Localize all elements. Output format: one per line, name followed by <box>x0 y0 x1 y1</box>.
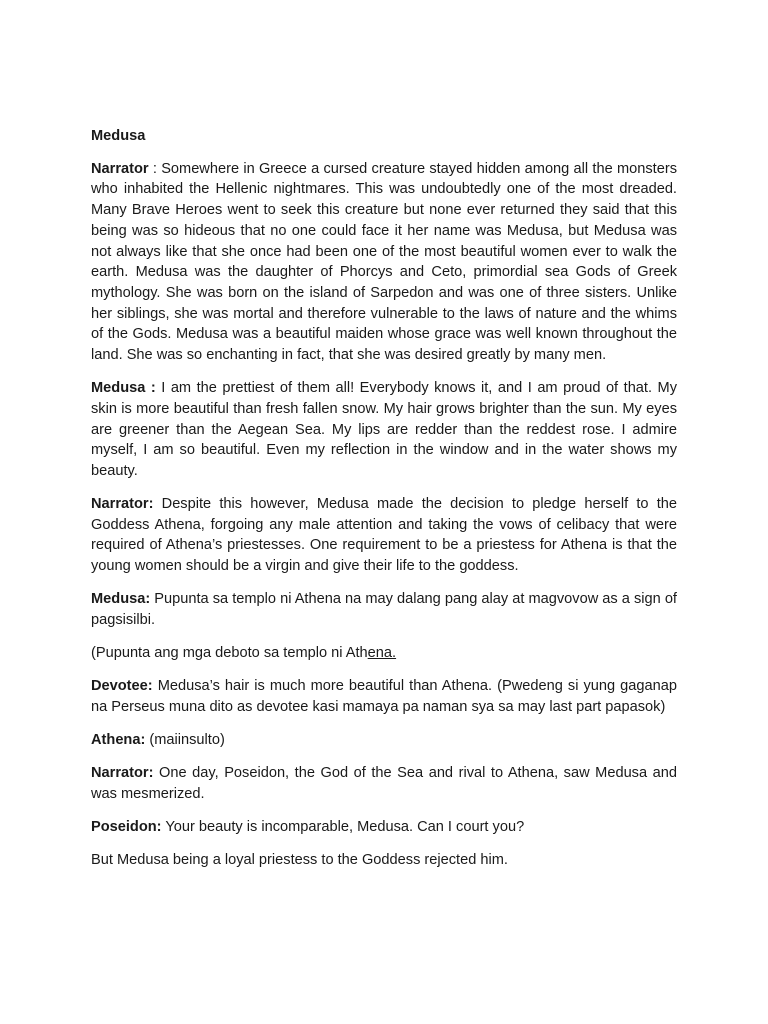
speaker-label: Medusa : <box>91 380 156 397</box>
script-paragraph-medusa-monologue <box>91 378 677 482</box>
script-paragraph-medusa-temple <box>91 589 677 630</box>
script-paragraph-athena <box>91 730 677 751</box>
script-paragraph-devotee <box>91 676 677 717</box>
speaker-label: Narrator <box>91 160 149 177</box>
dialogue-text: Medusa’s hair is much more beautiful than Athena. (Pwedeng si yung gaganap na Perseus muna dito as devotee kasi mamaya pa naman sya sa may last part papasok) <box>91 678 677 715</box>
speaker-label: Devotee: <box>91 678 153 695</box>
dialogue-text: Pupunta sa templo ni Athena na may dalang pang alay at magvovow as a sign of pagsisilbi. <box>91 591 677 628</box>
stage-direction-devotees <box>91 643 677 664</box>
underlined-text: ena. <box>367 645 397 662</box>
dialogue-text: Despite this however, Medusa made the decision to pledge herself to the Goddess Athena, forgoing any male attention and taking the vows of celibacy that were required of Athena’s priestesses. One requirement to be a priestess for Athena is that the young women should be a virgin and give their life to the goddess. <box>91 496 677 575</box>
speaker-label: Narrator: <box>91 765 154 782</box>
document-page <box>91 126 677 883</box>
stage-direction-text: (Pupunta ang mga deboto sa templo ni Ath <box>91 645 368 662</box>
dialogue-text: (maiinsulto) <box>149 731 225 748</box>
script-paragraph-narrator-intro <box>91 159 677 366</box>
narration-text: But Medusa being a loyal priestess to the Goddess rejected him. <box>91 851 508 868</box>
speaker-separator <box>153 496 161 512</box>
dialogue-text: Somewhere in Greece a cursed creature stayed hidden among all the monsters who inhabited the Hellenic nightmares. This was undoubtedly one of the most dreaded. Many Brave Heroes went to seek this creature but none ever returned they said that this being was so hideous that no one could face it her name was Medusa, but Medusa was not always like that she once had been one of the most beautiful women ever to walk the earth. Medusa was the daughter of Phorcys and Ceto, primordial sea Gods of Greek mythology. She was born on the island of Sarpedon and was one of three sisters. Unlike her siblings, she was mortal and therefore vulnerable to the laws of nature and the whims of the Gods. Medusa was a beautiful maiden whose grace was well known throughout the land. She was so enchanting in fact, that she was desired greatly by many men. <box>91 160 677 364</box>
dialogue-text: One day, Poseidon, the God of the Sea and rival to Athena, saw Medusa and was mesmerized. <box>91 765 677 802</box>
script-paragraph-narrator-poseidon <box>91 763 677 804</box>
script-paragraph-poseidon <box>91 817 677 838</box>
document-title: Medusa <box>91 128 146 144</box>
speaker-label: Poseidon: <box>91 818 162 835</box>
dialogue-text: Your beauty is incomparable, Medusa. Can I court you? <box>165 818 525 835</box>
narration-paragraph-rejection <box>91 850 677 871</box>
dialogue-text: I am the prettiest of them all! Everybody knows it, and I am proud of that. My skin is more beautiful than fresh fallen snow. My hair grows brighter than the sun. My eyes are greener than the Aegean Sea. My lips are redder than the reddest rose. I admire myself, I am so beautiful. Even my reflection in the window and in the water shows my beauty. <box>91 380 677 479</box>
speaker-separator: : <box>148 160 162 177</box>
speaker-label: Narrator: <box>91 496 154 513</box>
speaker-label: Medusa: <box>91 591 151 608</box>
speaker-label: Athena: <box>91 731 146 748</box>
script-paragraph-narrator-pledge <box>91 494 677 577</box>
